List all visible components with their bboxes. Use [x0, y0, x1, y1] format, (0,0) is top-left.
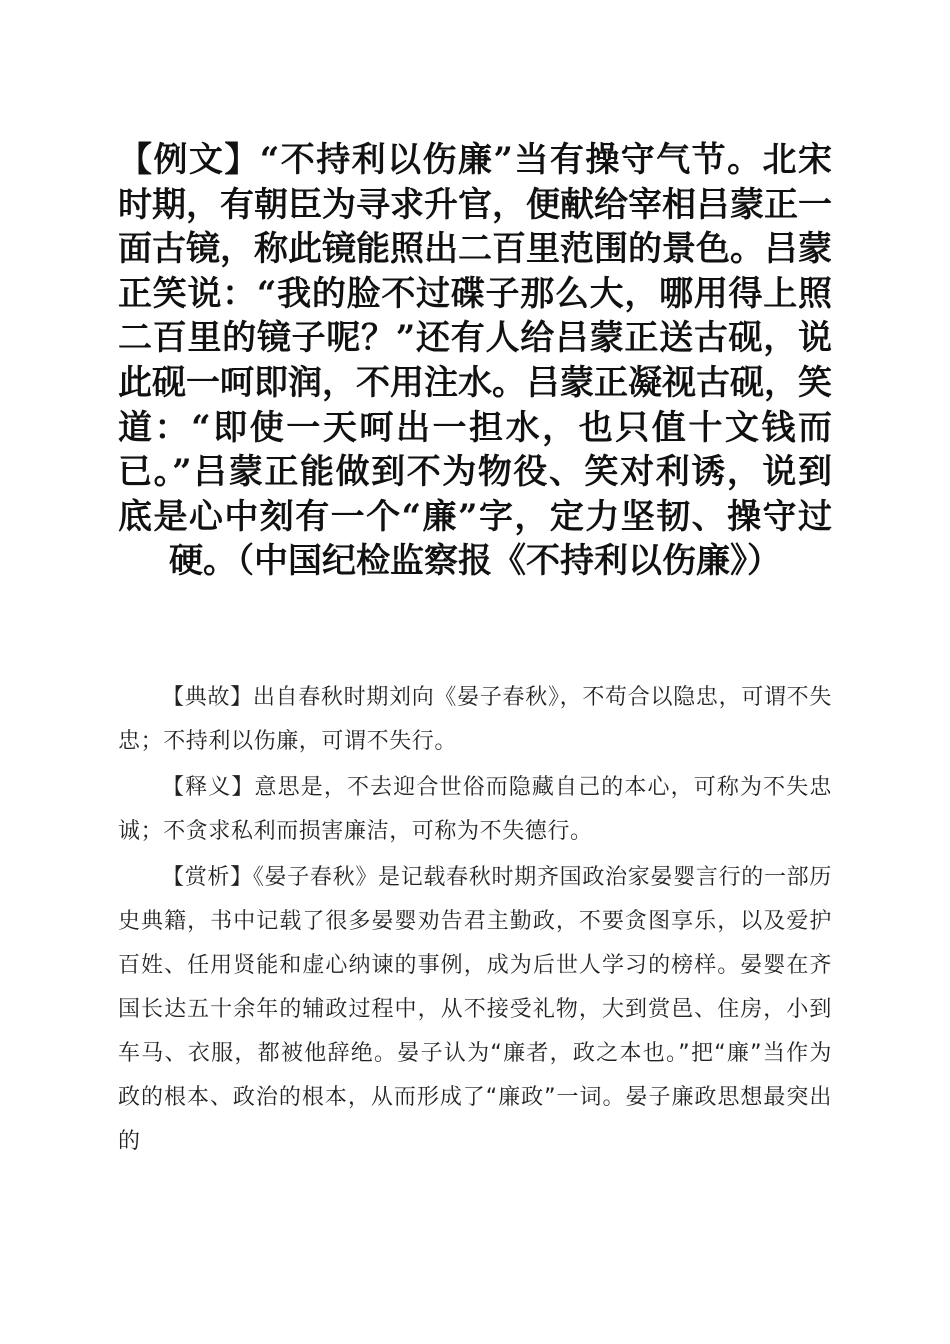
- allusion-paragraph: [118, 676, 832, 766]
- analysis-tag: 【赏析】: [162, 865, 253, 890]
- allusion-text: 出自春秋时期刘向《晏子春秋》，不苟合以隐忠，可谓不失忠；不持利以伤廉，可谓不失行。: [118, 685, 832, 754]
- analysis-text: 《晏子春秋》是记载春秋时期齐国政治家晏婴言行的一部历史典籍，书中记载了很多晏婴劝告君主勤政，不要贪图享乐，以及爱护百姓、任用贤能和虚心纳谏的事例，成为后世人学习的榜样。晏婴在齐国长达五十余年的辅政过程中，从不接受礼物，大到赏邑、住房，小到车马、衣服，都被他辞绝。晏子认为“廉者，政之本也。”把“廉”当作为政的根本、政治的根本，从而形成了“廉政”一词。晏子廉政思想最突出的: [118, 865, 832, 1154]
- analysis-paragraph: [118, 856, 832, 1166]
- meaning-tag: 【释义】: [162, 775, 255, 800]
- meaning-text: 意思是，不去迎合世俗而隐藏自己的本心，可称为不失忠诚；不贪求私利而损害廉洁，可称为不失德行。: [118, 775, 832, 844]
- allusion-tag: 【典故】: [162, 685, 253, 710]
- meaning-paragraph: [118, 766, 832, 856]
- body-section: [118, 676, 832, 1166]
- example-paragraph: 【例文】“不持利以伤廉”当有操守气节。北宋时期，有朝臣为寻求升官，便献给宰相吕蒙正一面古镜，称此镜能照出二百里范围的景色。吕蒙正笑说：“我的脸不过碟子那么大，哪用得上照二百里的镜子呢？”还有人给吕蒙正送古砚，说此砚一呵即润，不用注水。吕蒙正凝视古砚，笑道：“即使一天呵出一担水，也只值十文钱而已。”吕蒙正能做到不为物役、笑对利诱，说到底是心中刻有一个“廉”字，定力坚韧、操守过硬。（中国纪检监察报《不持利以伤廉》）: [118, 140, 832, 582]
